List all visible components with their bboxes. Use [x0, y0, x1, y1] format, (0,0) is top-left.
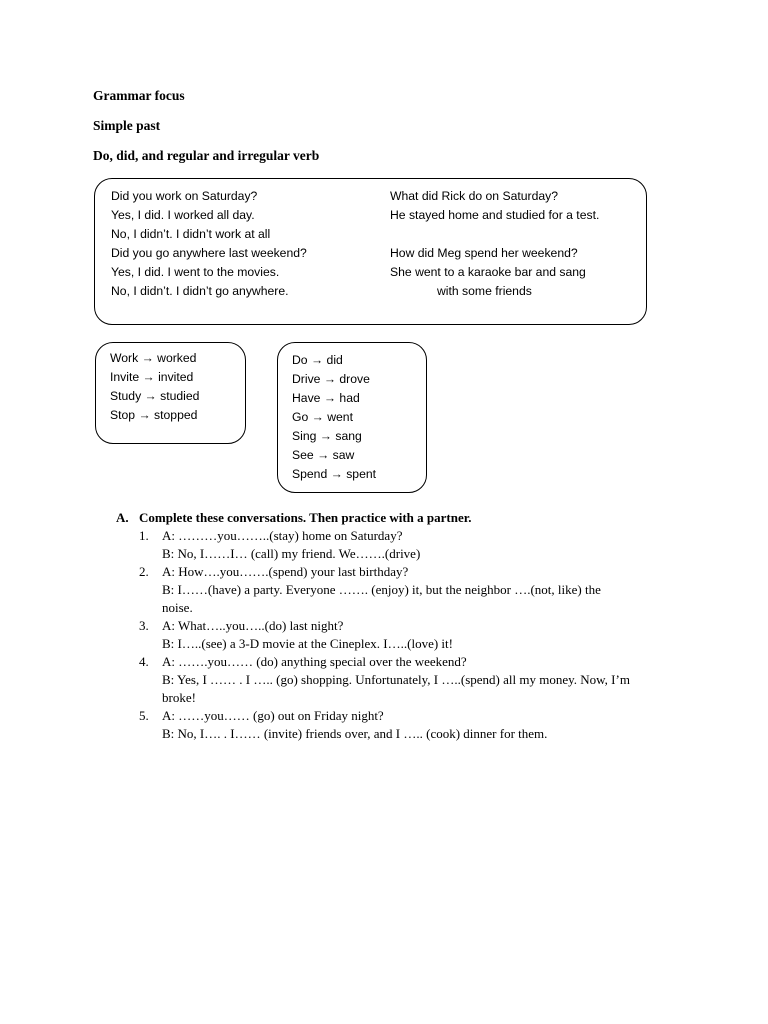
regular-verb-pair: Study → studied: [110, 389, 200, 403]
exercise-item-number: 3.: [139, 618, 149, 633]
exercise-item-number: 4.: [139, 654, 149, 669]
dialogue-right-line: How did Meg spend her weekend?: [390, 246, 578, 260]
exercise-line: broke!: [162, 690, 196, 705]
dialogue-left-line: Yes, I did. I worked all day.: [111, 208, 255, 222]
exercise-line: A: How….you…….(spend) your last birthday?: [162, 564, 409, 579]
exercise-instruction: Complete these conversations. Then practice with a partner.: [139, 510, 472, 525]
heading-simple-past: Simple past: [93, 118, 161, 133]
dialogue-right-line: with some friends: [437, 284, 532, 298]
regular-verb-pair: Work → worked: [110, 351, 197, 365]
exercise-letter: A.: [116, 510, 129, 525]
exercise-item-number: 1.: [139, 528, 149, 543]
dialogue-right-line: What did Rick do on Saturday?: [390, 189, 559, 203]
exercise-line: B: No, I…. . I…… (invite) friends over, and I ….. (cook) dinner for them.: [162, 726, 548, 741]
regular-verb-pair: Stop → stopped: [110, 408, 198, 422]
irregular-verb-pair: Go → went: [292, 410, 353, 424]
exercise-item-number: 5.: [139, 708, 149, 723]
exercise-line: B: I……(have) a party. Everyone ……. (enjoy) it, but the neighbor ….(not, like) the: [162, 582, 601, 597]
dialogue-right-line: She went to a karaoke bar and sang: [390, 265, 586, 279]
irregular-verb-pair: Do → did: [292, 353, 343, 367]
irregular-verb-pair: Drive → drove: [292, 372, 370, 386]
exercise-line: A: ………you……..(stay) home on Saturday?: [162, 528, 403, 543]
irregular-verb-pair: Have → had: [292, 391, 360, 405]
exercise-line: A: ……you…… (go) out on Friday night?: [162, 708, 384, 723]
exercise-line: B: No, I……I… (call) my friend. We…….(drive): [162, 546, 421, 561]
dialogue-left-line: Did you work on Saturday?: [111, 189, 258, 203]
exercise-line: noise.: [162, 600, 193, 615]
exercise-line: B: Yes, I …… . I ….. (go) shopping. Unfortunately, I …..(spend) all my money. Now, I’m: [162, 672, 630, 687]
exercise-item-number: 2.: [139, 564, 149, 579]
dialogue-left-line: Yes, I did. I went to the movies.: [111, 265, 280, 279]
heading-subtitle: Do, did, and regular and irregular verb: [93, 148, 320, 163]
heading-grammar-focus: Grammar focus: [93, 88, 185, 103]
irregular-verbs-box: [277, 342, 427, 493]
exercise-line: B: I…..(see) a 3-D movie at the Cineplex. I…..(love) it!: [162, 636, 453, 651]
exercise-line: A: What…..you…..(do) last night?: [162, 618, 344, 633]
dialogue-left-line: No, I didn’t. I didn’t go anywhere.: [111, 284, 289, 298]
irregular-verb-pair: See → saw: [292, 448, 355, 462]
regular-verb-pair: Invite → invited: [110, 370, 194, 384]
irregular-verb-pair: Spend → spent: [292, 467, 377, 481]
regular-verbs-box: [95, 342, 246, 444]
dialogue-right-line: He stayed home and studied for a test.: [390, 208, 600, 222]
irregular-verb-pair: Sing → sang: [292, 429, 362, 443]
exercise-line: A: …….you…… (do) anything special over the weekend?: [162, 654, 467, 669]
dialogue-left-line: Did you go anywhere last weekend?: [111, 246, 307, 260]
dialogue-left-line: No, I didn’t. I didn’t work at all: [111, 227, 271, 241]
